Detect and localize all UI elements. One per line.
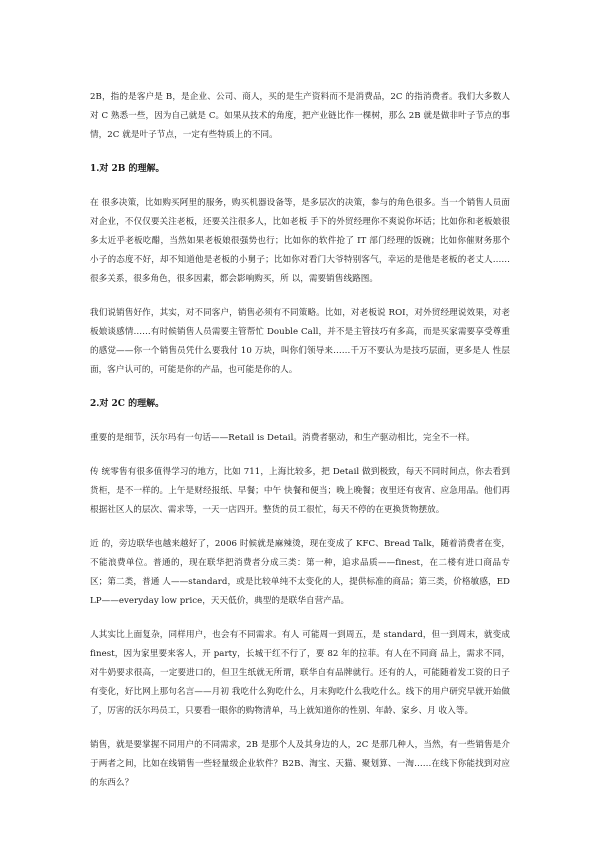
paragraph-gap: [90, 414, 510, 429]
section-heading-2c: 2.对 2C 的理解。: [90, 399, 165, 409]
paragraph-gap: [90, 448, 510, 463]
section-heading-2b: 1.对 2B 的理解。: [90, 164, 165, 174]
paragraph-2c-needs: 人其实比上面复杂，同样用户，也会有不同需求。有人 可能周一到周五，是 standard，但一到周末，就变成 finest，因为家里要来客人，开 party，长城干红不行了，要 82 年的拉菲。有人在不同商 品上，需求不同，对牛奶要求很高，一定要进口的，但卫生纸就无所谓，联华自有品牌就行。还有的人，可能随着发工资的日子有变化，好比网上那句名言——月初 我吃什么狗吃什么，月末狗吃什么我吃什么。线下的用户研究早就开始做了，厉害的沃尔玛员工，只要看一眼你的购物清单，马上就知道你的性别、年龄、家乡、月 收入等。: [90, 630, 510, 716]
document-page: [90, 88, 510, 793]
paragraph-conclusion: 销售，就是要掌握不同用户的不同需求，2B 是那个人及其身边的人，2C 是那几种人，当然，有一些销售是介于两者之间，比如在线销售一些轻量级企业软件？B2B、淘宝、天猫、聚划算、一淘……在线下你能找到对应的东西么？: [90, 740, 510, 788]
paragraph-gap: [90, 380, 510, 395]
paragraph-gap: [90, 520, 510, 535]
paragraph-gap: [90, 289, 510, 304]
paragraph-2c-711: 传 统零售有很多值得学习的地方，比如 711，上海比较多，把 Detail 做到极致，每天不同时间点，你去看到货柜，是不一样的。上午是财经报纸、早餐；中午 快餐和便当；晚上晚餐；夜里还有夜宵、应急用品。他们再根据社区人的层次、需求等，一天一店四开。整货的员工很忙，每天不停的在更换货物摆放。: [90, 467, 510, 515]
paragraph-gap: [90, 179, 510, 194]
paragraph-2b-decisions: 在 很多决策，比如购买阿里的服务，购买机器设备等，是多层次的决策，参与的角色很多。当一个销售人员面对企业，不仅仅要关注老板，还要关注很多人，比如老板 手下的外贸经理你不爽说你坏话；比如你和老板娘很多太近乎老板吃醋，当然如果老板娘很强势也行；比如你的软件抢了 IT 部门经理的饭碗；比如你催财务那个 小子的态度不好，却不知道他是老板的小舅子；比如你对看门大爷特别客气，幸运的是他是老板的老丈人……很多关系，很多角色，很多因素，都会影响购买，所 以，需要销售线路图。: [90, 198, 510, 284]
paragraph-gap: [90, 611, 510, 626]
paragraph-gap: [90, 145, 510, 160]
paragraph-2b-strategy: 我们说销售好作，其实，对不同客户，销售必须有不同策略。比如，对老板说 ROI，对外贸经理说效果，对老板娘谈感情……有时候销售人员需要主管帮忙 Double Call，并不是主管技巧有多高，而是买家需要享受尊重的感觉——你一个销售员凭什么要我付 10 万块，叫你们领导来……千万不要认为是技巧层面，更多是人 性层面，客户认可的，可能是你的产品，也可能是你的人。: [90, 308, 510, 375]
paragraph-2c-detail: 重要的是细节，沃尔玛有一句话——Retail is Detail。消费者驱动，和生产驱动相比，完全不一样。: [90, 433, 475, 443]
paragraph-gap: [90, 721, 510, 736]
paragraph-2c-lianhua: 近 的，旁边联华也越来越好了，2006 时候就是麻辣烫，现在变成了 KFC、Bread Talk，随着消费者在变，不能浪费单位。普通的，现在联华把消费者分成三类：第一种，追求品质——finest，在二楼有进口商品专区；第二类，普通 人——standard，或是比较单纯不太变化的人，提供标准的商品；第三类，价格敏感，EDLP——everyday low price，天天低价，典型的是联华自营产品。: [90, 539, 510, 606]
intro-paragraph: 2B，指的是客户是 B，是企业、公司、商人，买的是生产资料而不是消费品，2C 的指消费者。我们大多数人对 C 熟悉一些，因为自己就是 C。如果从技术的角度，把产业链比作一棵树，那么 2B 就是做非叶子节点的事情，2C 就是叶子节点，一定有些特质上的不同。: [90, 92, 510, 140]
